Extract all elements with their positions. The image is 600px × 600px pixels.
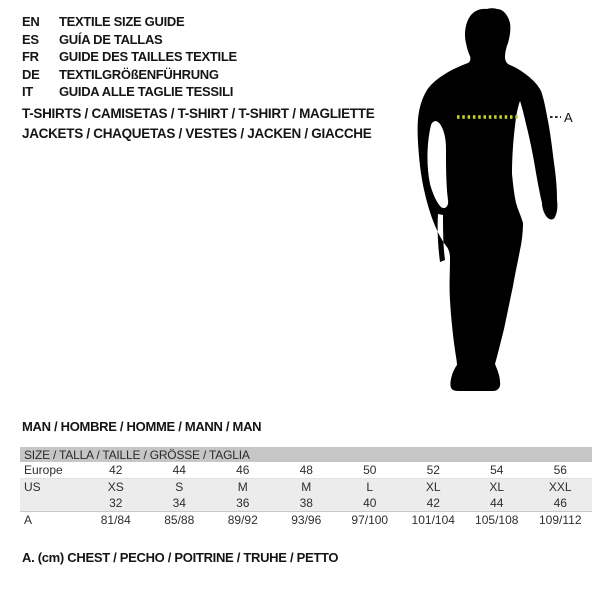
cell: M [211, 479, 275, 496]
cell: 42 [109, 463, 123, 477]
lang-code-en: EN [22, 14, 40, 29]
table-header-label: SIZE / TALLA / TAILLE / GRÖSSE / TAGLIA [20, 447, 592, 462]
lang-row-fr [22, 48, 237, 66]
cell: 54 [490, 463, 504, 477]
cell: 44 [490, 496, 504, 510]
lang-code-de: DE [22, 66, 40, 82]
table-row-us [20, 479, 592, 496]
cell: XL [402, 479, 466, 496]
cell: 109/112 [529, 512, 593, 529]
section-title-man: MAN / HOMBRE / HOMME / MANN / MAN [22, 419, 262, 434]
man-silhouette [418, 8, 558, 391]
product-type-jackets: JACKETS / CHAQUETAS / VESTES / JACKEN / GIACCHE [22, 126, 372, 141]
table-row-europe [20, 462, 592, 479]
cell: 40 [363, 496, 377, 510]
lang-code-es: ES [22, 31, 39, 47]
lang-row-de [22, 66, 237, 84]
lang-code-it: IT [22, 84, 33, 99]
cell: 85/88 [148, 512, 212, 529]
cell: XL [465, 479, 529, 496]
row-label [20, 495, 84, 512]
size-table [20, 447, 592, 528]
man-silhouette-svg [405, 4, 577, 396]
cell: M [275, 479, 339, 496]
cell: 44 [172, 463, 186, 477]
lang-title-es: GUÍA DE TALLAS [59, 31, 163, 47]
product-types [22, 104, 374, 144]
cell: 89/92 [211, 512, 275, 529]
cell: 105/108 [465, 512, 529, 529]
lang-title-it: GUIDA ALLE TAGLIE TESSILI [59, 84, 234, 99]
cell: 34 [172, 496, 186, 510]
table-row-us-numeric [20, 495, 592, 512]
measurement-figure [405, 4, 577, 396]
cell: S [148, 479, 212, 496]
cell: 101/104 [402, 512, 466, 529]
lang-row-it [22, 83, 237, 101]
cell: 38 [299, 496, 313, 510]
cell: XS [84, 479, 148, 496]
cell: 48 [299, 463, 313, 477]
cell: 42 [426, 496, 440, 510]
lang-title-fr: GUIDE DES TAILLES TEXTILE [59, 49, 237, 64]
cell: 93/96 [275, 512, 339, 529]
lang-title-de: TEXTILGRÖßENFÜHRUNG [59, 66, 219, 82]
cell: 46 [236, 463, 250, 477]
lang-row-es [22, 31, 237, 49]
cell: 50 [363, 463, 377, 477]
product-type-tshirts: T-SHIRTS / CAMISETAS / T-SHIRT / T-SHIRT / MAGLIETTE [22, 106, 375, 121]
row-label: Europe [24, 463, 63, 477]
cell: 97/100 [338, 512, 402, 529]
row-label: US [20, 479, 84, 496]
table-header-row [20, 447, 592, 462]
table-row-chest-a [20, 512, 592, 529]
cell: 36 [236, 496, 250, 510]
cell: 56 [553, 463, 567, 477]
cell: 46 [553, 496, 567, 510]
lang-title-en: TEXTILE SIZE GUIDE [59, 14, 185, 29]
cell: 81/84 [84, 512, 148, 529]
measure-label-a: A [564, 110, 573, 125]
cell: L [338, 479, 402, 496]
cell: 32 [109, 496, 123, 510]
measurement-footnote: A. (cm) CHEST / PECHO / POITRINE / TRUHE / PETTO [22, 550, 339, 565]
language-title-list [22, 13, 237, 101]
lang-row-en [22, 13, 237, 31]
cell: XXL [529, 479, 593, 496]
cell: 52 [426, 463, 440, 477]
row-label: A [20, 512, 84, 529]
lang-code-fr: FR [22, 49, 39, 64]
